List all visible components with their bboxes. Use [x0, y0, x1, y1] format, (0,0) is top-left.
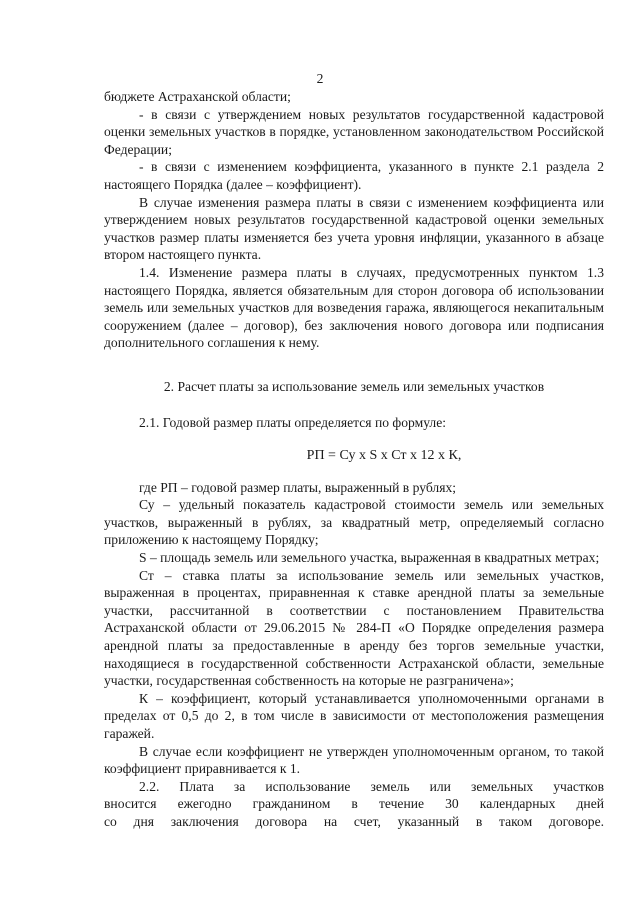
- section-heading: 2. Расчет платы за использование земель или земельных участков: [163, 378, 545, 394]
- paragraph-2-1: 2.1. Годовой размер платы определяется по формуле:: [139, 414, 447, 430]
- paragraph-2-2-line-3: со дня заключения договора на счет, указанный в таком договоре.: [104, 813, 604, 829]
- definition-cu: Су – удельный показатель кадастровой стоимости земель или земельных участков, выраженный в рублях, за квадратный метр, определяемый согласно приложению к настоящему Порядку;: [104, 497, 604, 548]
- paragraph-1-4: 1.4. Изменение размера платы в случаях, предусмотренных пунктом 1.3 настоящего Порядка, является обязательным для сторон договора об использовании земель или земельных участков для возведения гаража, являющегося некапитальным сооружением (далее – договор), без заключения нового договора или подписания дополнительного соглашения к нему.: [104, 264, 604, 351]
- paragraph-2-2-line-1: 2.2. Плата за использование земель или земельных участков: [139, 778, 604, 794]
- paragraph-continuation: бюджете Астраханской области;: [104, 89, 291, 104]
- formula: РП = Су х S х Ст х 12 х К,: [306, 448, 462, 464]
- definition-k: К – коэффициент, который устанавливается уполномоченными органами в пределах от 0,5 до 2, в том числе в зависимости от местоположения размещения гаражей.: [104, 690, 604, 741]
- list-item-cadastral: - в связи с утверждением новых результатов государственной кадастровой оценки земельных участков в порядке, установленном законодательством Российской Федерации;: [104, 106, 604, 157]
- page-number: 2: [316, 71, 324, 86]
- document-body: [104, 88, 604, 831]
- paragraph-2-2-line-2: вносится ежегодно гражданином в течение 30 календарных дней: [104, 796, 604, 812]
- paragraph-default-coefficient: В случае если коэффициент не утвержден уполномоченным органом, то такой коэффициент приравнивается к 1.: [104, 743, 604, 777]
- list-item-coefficient: - в связи с изменением коэффициента, указанного в пункте 2.1 раздела 2 настоящего Порядка (далее – коэффициент).: [104, 159, 604, 192]
- definition-s: S – площадь земель или земельного участка, выраженная в квадратных метрах;: [139, 550, 600, 566]
- definition-rp: где РП – годовой размер платы, выраженный в рублях;: [139, 479, 457, 495]
- paragraph-inflation: В случае изменения размера платы в связи с изменением коэффициента или утверждением новых результатов государственной кадастровой оценки земельных участков размер платы изменяется без учета уровня инфляции, указанного в абзаце втором настоящего пункта.: [104, 194, 604, 263]
- definition-ct: Ст – ставка платы за использование земель или земельных участков, выраженная в процентах, приравненная к ставке арендной платы за земельные участки, рассчитанной в соответствии с постановлением Правительства Астраханской области от 29.06.2015 № 284-П «О Порядке определения размера арендной платы за предоставленные в аренду без торгов земельные участки, находящиеся в государственной собственности Астраханской области, земельные участки, государственная собственность на которые не разграничена»;: [104, 567, 604, 689]
